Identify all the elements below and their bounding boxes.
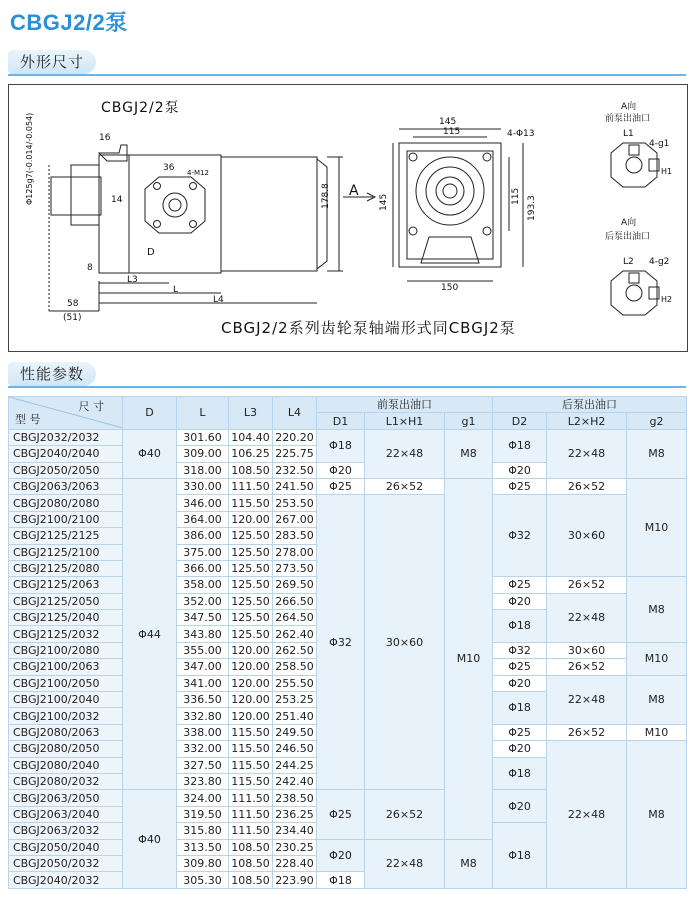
dim-14: 14	[111, 195, 123, 205]
dim-36: 36	[163, 163, 175, 173]
header-front-port: 前泵出油口	[317, 397, 493, 413]
dim-178: 178.8	[321, 183, 331, 209]
corner-cell	[9, 397, 123, 430]
model-cell: CBGJ2080/2063	[9, 724, 123, 740]
l4-cell: 223.90	[273, 872, 317, 888]
front-port-label: 前泵出油口	[605, 114, 651, 124]
l4-cell: 242.40	[273, 773, 317, 789]
l2h2-cell: 30×60	[547, 495, 627, 577]
l4-cell: 267.00	[273, 511, 317, 527]
header-l3: L3	[229, 397, 273, 430]
model-cell: CBGJ2125/2100	[9, 544, 123, 560]
l3-cell: 111.50	[229, 790, 273, 806]
l-cell: 324.00	[177, 790, 229, 806]
l-cell: 358.00	[177, 577, 229, 593]
model-cell: CBGJ2125/2080	[9, 560, 123, 576]
section-outline	[8, 50, 686, 74]
model-cell: CBGJ2080/2080	[9, 495, 123, 511]
model-cell: CBGJ2063/2063	[9, 478, 123, 494]
d1-cell: Φ20	[317, 839, 365, 872]
d2-cell: Φ25	[493, 659, 547, 675]
l4-cell: 262.40	[273, 626, 317, 642]
l-cell: 319.50	[177, 806, 229, 822]
l2h2-cell: 26×52	[547, 478, 627, 494]
model-cell: CBGJ2125/2040	[9, 610, 123, 626]
g2-cell: M10	[627, 478, 687, 576]
d1-cell: Φ20	[317, 462, 365, 478]
section-outline-label: 外形尺寸	[8, 50, 96, 74]
dim-l3: L3	[127, 275, 138, 285]
model-cell: CBGJ2032/2032	[9, 429, 123, 445]
l3-cell: 125.50	[229, 626, 273, 642]
l3-cell: 125.50	[229, 528, 273, 544]
header-rear-port: 后泵出油口	[493, 397, 687, 413]
l3-cell: 125.50	[229, 560, 273, 576]
l-cell: 347.00	[177, 659, 229, 675]
l-cell: 332.00	[177, 741, 229, 757]
l-cell: 309.00	[177, 446, 229, 462]
l3-cell: 115.50	[229, 495, 273, 511]
l-cell: 364.00	[177, 511, 229, 527]
view-a-label: A	[349, 183, 360, 199]
l3-cell: 125.50	[229, 577, 273, 593]
g1-cell: M10	[445, 478, 493, 839]
d2-cell: Φ20	[493, 675, 547, 691]
header-d2: D2	[493, 413, 547, 429]
header-d: D	[123, 397, 177, 430]
l4-cell: 264.50	[273, 610, 317, 626]
l-cell: 355.00	[177, 642, 229, 658]
dim-d-letter: D	[147, 247, 155, 258]
model-cell: CBGJ2125/2032	[9, 626, 123, 642]
front-h1: H1	[661, 167, 673, 176]
l3-cell: 111.50	[229, 823, 273, 839]
l-cell: 346.00	[177, 495, 229, 511]
l2h2-cell: 22×48	[547, 675, 627, 724]
table-row	[9, 429, 687, 445]
model-cell: CBGJ2080/2032	[9, 773, 123, 789]
l-cell: 366.00	[177, 560, 229, 576]
model-cell: CBGJ2125/2125	[9, 528, 123, 544]
dim-8: 8	[87, 263, 93, 273]
d-cell: Φ40	[123, 429, 177, 478]
l4-cell: 232.50	[273, 462, 317, 478]
l-cell: 347.50	[177, 610, 229, 626]
d2-cell: Φ18	[493, 429, 547, 462]
d1-cell: Φ25	[317, 478, 365, 494]
corner-bottom-label: 型 号	[15, 413, 41, 427]
l3-cell: 111.50	[229, 806, 273, 822]
l-cell: 343.80	[177, 626, 229, 642]
d2-cell: Φ20	[493, 790, 547, 823]
l3-cell: 120.00	[229, 642, 273, 658]
dim-l4: L4	[213, 295, 224, 305]
l4-cell: 236.25	[273, 806, 317, 822]
l2h2-cell: 22×48	[547, 593, 627, 642]
l-cell: 386.00	[177, 528, 229, 544]
model-cell: CBGJ2100/2040	[9, 692, 123, 708]
g2-cell: M8	[627, 675, 687, 724]
l-cell: 332.80	[177, 708, 229, 724]
l3-cell: 115.50	[229, 757, 273, 773]
model-cell: CBGJ2040/2040	[9, 446, 123, 462]
l4-cell: 253.50	[273, 495, 317, 511]
header-l4: L4	[273, 397, 317, 430]
l3-cell: 125.50	[229, 593, 273, 609]
model-cell: CBGJ2040/2032	[9, 872, 123, 888]
l2h2-cell: 30×60	[547, 642, 627, 658]
dim-16: 16	[99, 133, 111, 143]
l-cell: 341.00	[177, 675, 229, 691]
l4-cell: 251.40	[273, 708, 317, 724]
g1-cell: M8	[445, 429, 493, 478]
l3-cell: 108.50	[229, 855, 273, 871]
rear-l2: L2	[623, 257, 634, 267]
l-cell: 323.80	[177, 773, 229, 789]
l3-cell: 120.00	[229, 659, 273, 675]
d2-cell: Φ25	[493, 577, 547, 593]
dim-l: L	[173, 285, 179, 295]
d2-cell: Φ32	[493, 495, 547, 577]
section-perf	[8, 362, 686, 386]
g2-cell: M8	[627, 429, 687, 478]
model-cell: CBGJ2125/2063	[9, 577, 123, 593]
d1-cell: Φ18	[317, 429, 365, 462]
dim-4m12: 4-M12	[187, 169, 209, 177]
l3-cell: 125.50	[229, 610, 273, 626]
d2-cell: Φ20	[493, 462, 547, 478]
l4-cell: 253.25	[273, 692, 317, 708]
model-cell: CBGJ2100/2032	[9, 708, 123, 724]
g2-cell: M8	[627, 741, 687, 889]
dim-115-top: 115	[443, 127, 461, 137]
d1-cell: Φ18	[317, 872, 365, 888]
l2h2-cell: 22×48	[547, 741, 627, 889]
l1h1-cell: 26×52	[365, 790, 445, 839]
l4-cell: 273.50	[273, 560, 317, 576]
l3-cell: 108.50	[229, 872, 273, 888]
d2-cell: Φ20	[493, 593, 547, 609]
rear-g2: 4-g2	[649, 257, 670, 267]
l3-cell: 120.00	[229, 511, 273, 527]
d2-cell: Φ20	[493, 741, 547, 757]
l4-cell: 220.20	[273, 429, 317, 445]
d-cell: Φ44	[123, 478, 177, 789]
dim-150: 150	[441, 283, 459, 293]
l4-cell: 269.50	[273, 577, 317, 593]
l-cell: 315.80	[177, 823, 229, 839]
l2h2-cell: 26×52	[547, 659, 627, 675]
header-g1: g1	[445, 413, 493, 429]
model-cell: CBGJ2050/2040	[9, 839, 123, 855]
d2-cell: Φ18	[493, 610, 547, 643]
l3-cell: 125.50	[229, 544, 273, 560]
corner-top-label: 尺 寸	[78, 400, 104, 414]
l-cell: 305.30	[177, 872, 229, 888]
l2h2-cell: 26×52	[547, 577, 627, 593]
dim-145-top: 145	[439, 117, 457, 127]
l4-cell: 246.50	[273, 741, 317, 757]
l4-cell: 244.25	[273, 757, 317, 773]
d2-cell: Φ32	[493, 642, 547, 658]
table-body	[9, 429, 687, 888]
dim-115-side: 115	[511, 187, 521, 205]
g2-cell: M10	[627, 724, 687, 740]
model-cell: CBGJ2063/2050	[9, 790, 123, 806]
l1h1-cell: 22×48	[365, 839, 445, 888]
section-divider	[8, 74, 686, 76]
model-cell: CBGJ2100/2063	[9, 659, 123, 675]
l3-cell: 120.00	[229, 692, 273, 708]
model-cell: CBGJ2080/2040	[9, 757, 123, 773]
dim-145-side: 145	[379, 193, 389, 211]
l4-cell: 249.50	[273, 724, 317, 740]
g2-cell: M10	[627, 642, 687, 675]
d2-cell: Φ18	[493, 823, 547, 889]
l-cell: 330.00	[177, 478, 229, 494]
model-cell: CBGJ2100/2080	[9, 642, 123, 658]
rear-h2: H2	[661, 295, 673, 304]
l-cell: 301.60	[177, 429, 229, 445]
l4-cell: 255.50	[273, 675, 317, 691]
header-l: L	[177, 397, 229, 430]
l3-cell: 111.50	[229, 478, 273, 494]
g2-cell: M8	[627, 577, 687, 643]
model-cell: CBGJ2063/2032	[9, 823, 123, 839]
table-row	[9, 495, 687, 511]
drawing-model-label: CBGJ2/2泵	[101, 100, 180, 116]
section-perf-label: 性能参数	[8, 362, 96, 386]
header-d1: D1	[317, 413, 365, 429]
model-cell: CBGJ2063/2040	[9, 806, 123, 822]
l-cell: 313.50	[177, 839, 229, 855]
dim-4phi13: 4-Φ13	[507, 129, 535, 139]
d-cell: Φ40	[123, 790, 177, 888]
section-divider	[8, 386, 686, 388]
front-g1: 4-g1	[649, 139, 670, 149]
dimension-drawing	[8, 84, 688, 352]
header-l1h1: L1×H1	[365, 413, 445, 429]
l-cell: 352.00	[177, 593, 229, 609]
drawing-caption: CBGJ2/2系列齿轮泵轴端形式同CBGJ2泵	[221, 319, 516, 337]
model-cell: CBGJ2050/2050	[9, 462, 123, 478]
d2-cell: Φ18	[493, 757, 547, 790]
header-l2h2: L2×H2	[547, 413, 627, 429]
l3-cell: 120.00	[229, 708, 273, 724]
l3-cell: 104.40	[229, 429, 273, 445]
model-cell: CBGJ2080/2050	[9, 741, 123, 757]
l2h2-cell: 26×52	[547, 724, 627, 740]
d2-cell: Φ18	[493, 692, 547, 725]
header-row	[9, 397, 687, 413]
l3-cell: 120.00	[229, 675, 273, 691]
l1h1-cell: 26×52	[365, 478, 445, 494]
header-g2: g2	[627, 413, 687, 429]
drawing-lines	[9, 85, 687, 351]
model-cell: CBGJ2050/2032	[9, 855, 123, 871]
dim-58: 58	[67, 299, 79, 309]
l2h2-cell: 22×48	[547, 429, 627, 478]
table-row	[9, 478, 687, 494]
dim-shaft-dia: Φ125g7(-0.014/-0.054)	[25, 112, 34, 205]
dim-51: (51)	[63, 313, 82, 323]
d2-cell: Φ25	[493, 724, 547, 740]
l4-cell: 241.50	[273, 478, 317, 494]
performance-table	[8, 396, 687, 889]
l-cell: 375.00	[177, 544, 229, 560]
front-l1: L1	[623, 129, 634, 139]
dim-193: 193.3	[527, 195, 537, 221]
l-cell: 338.00	[177, 724, 229, 740]
page-title: CBGJ2/2泵	[10, 10, 128, 35]
d1-cell: Φ32	[317, 495, 365, 790]
front-view-a: A向	[621, 102, 637, 112]
l4-cell: 266.50	[273, 593, 317, 609]
l3-cell: 106.25	[229, 446, 273, 462]
l3-cell: 115.50	[229, 773, 273, 789]
l3-cell: 108.50	[229, 462, 273, 478]
model-cell: CBGJ2100/2100	[9, 511, 123, 527]
rear-port-label: 后泵出油口	[605, 232, 651, 242]
d1-cell: Φ25	[317, 790, 365, 839]
l4-cell: 258.50	[273, 659, 317, 675]
l4-cell: 238.50	[273, 790, 317, 806]
l4-cell: 225.75	[273, 446, 317, 462]
g1-cell: M8	[445, 839, 493, 888]
l4-cell: 234.40	[273, 823, 317, 839]
l4-cell: 262.50	[273, 642, 317, 658]
l4-cell: 278.00	[273, 544, 317, 560]
l1h1-cell: 22×48	[365, 429, 445, 478]
model-cell: CBGJ2125/2050	[9, 593, 123, 609]
l-cell: 318.00	[177, 462, 229, 478]
model-cell: CBGJ2100/2050	[9, 675, 123, 691]
l-cell: 327.50	[177, 757, 229, 773]
l-cell: 309.80	[177, 855, 229, 871]
l3-cell: 115.50	[229, 741, 273, 757]
l4-cell: 283.50	[273, 528, 317, 544]
l1h1-cell: 30×60	[365, 495, 445, 790]
l3-cell: 115.50	[229, 724, 273, 740]
l4-cell: 228.40	[273, 855, 317, 871]
d2-cell: Φ25	[493, 478, 547, 494]
l-cell: 336.50	[177, 692, 229, 708]
rear-view-a: A向	[621, 218, 637, 228]
l4-cell: 230.25	[273, 839, 317, 855]
l3-cell: 108.50	[229, 839, 273, 855]
